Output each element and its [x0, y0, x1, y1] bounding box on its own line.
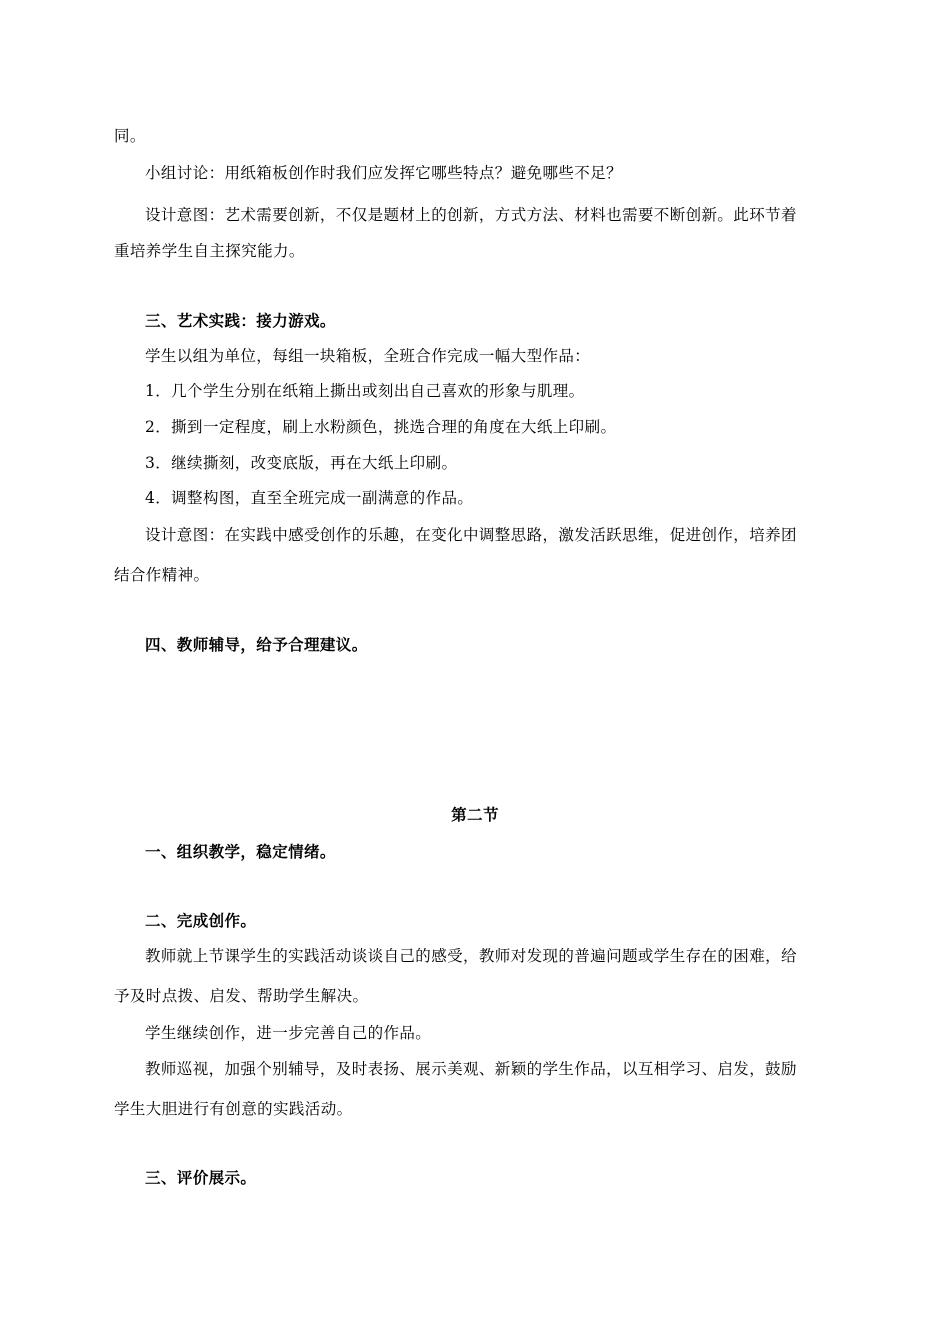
- section-heading: 三、评价展示。: [145, 1168, 257, 1187]
- design-intent-line: 设计意图：在实践中感受创作的乐趣，在变化中调整思路，激发活跃思维，促进创作，培养团: [145, 526, 797, 544]
- design-intent-line: 设计意图：艺术需要创新，不仅是题材上的创新，方式方法、材料也需要不断创新。此环节着: [145, 206, 797, 224]
- list-item: 4．调整构图，直至全班完成一副满意的作品。: [145, 489, 474, 507]
- design-intent-line: 结合作精神。: [114, 566, 210, 584]
- group-discussion-text: 小组讨论：用纸箱板创作时我们应发挥它哪些特点？避免哪些不足？: [145, 164, 623, 182]
- list-item: 2．撕到一定程度，刷上水粉颜色，挑选合理的角度在大纸上印刷。: [145, 418, 617, 436]
- section-heading: 二、完成创作。: [145, 911, 257, 930]
- paragraph-text: 学生大胆进行有创意的实践活动。: [114, 1100, 353, 1118]
- paragraph-text: 予及时点拨、启发、帮助学生解决。: [114, 987, 369, 1005]
- list-item: 1．几个学生分别在纸箱上撕出或刻出自己喜欢的形象与肌理。: [145, 382, 585, 400]
- paragraph-text: 学生继续创作，进一步完善自己的作品。: [145, 1024, 432, 1042]
- lesson-title: 第二节: [451, 805, 499, 824]
- section-heading: 四、教师辅导，给予合理建议。: [145, 635, 368, 654]
- section-heading: 一、组织教学，稳定情绪。: [145, 842, 336, 861]
- list-item: 3．继续撕刻，改变底版，再在大纸上印刷。: [145, 454, 458, 472]
- continued-text: 同。: [114, 127, 146, 145]
- design-intent-line: 重培养学生自主探究能力。: [114, 242, 305, 260]
- paragraph-text: 学生以组为单位，每组一块箱板，全班合作完成一幅大型作品：: [145, 347, 591, 365]
- section-heading: 三、艺术实践：接力游戏。: [145, 311, 336, 330]
- paragraph-text: 教师就上节课学生的实践活动谈谈自己的感受，教师对发现的普遍问题或学生存在的困难，给: [145, 947, 797, 965]
- paragraph-text: 教师巡视，加强个别辅导，及时表扬、展示美观、新颖的学生作品，以互相学习、启发，鼓励: [145, 1060, 797, 1078]
